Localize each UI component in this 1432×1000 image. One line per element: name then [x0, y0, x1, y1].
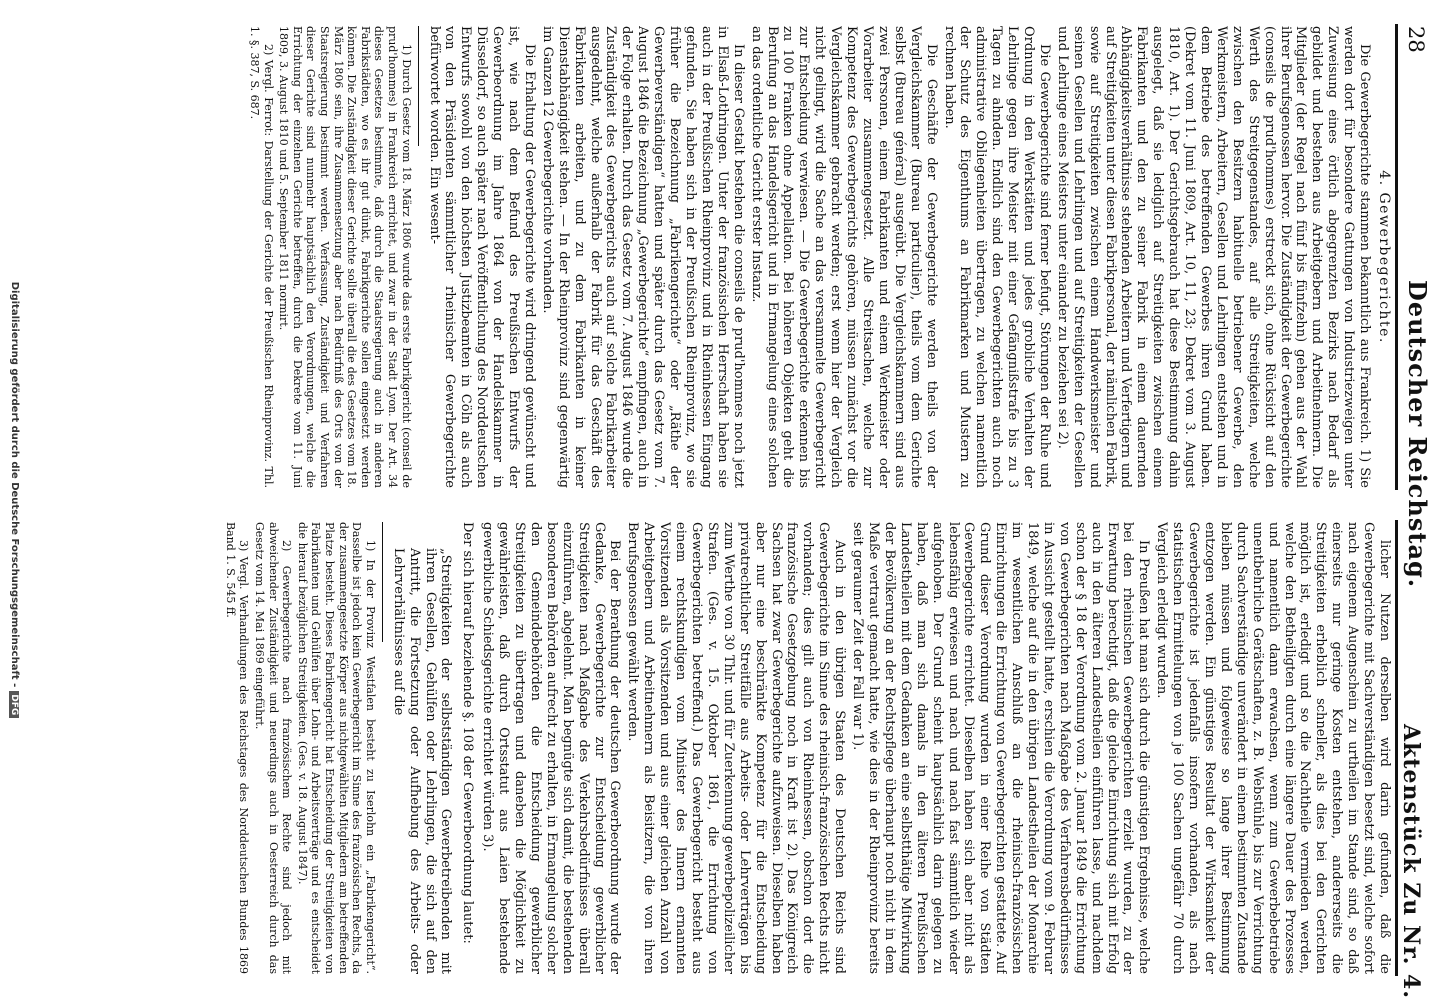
- header-rule-right: [1395, 520, 1398, 976]
- left-column: [246, 26, 1393, 488]
- paragraph: Die Erhaltung der Gewerbegerichte wird dringend gewünscht und ist, wie nach dem Befund des Preußischen Entwurfs der Gewerbeordnung im Jahre 1864 von der Handelskammer in Düsseldorf, so auch später nach Veröffentlichung des Norddeutschen Entwurfs sowohl von den höchsten Justizbeamten in Cöln als auch von den Präsidenten sämmtlicher rheinischer Gewerbegerichte befürwortet worden. Ein wesent-: [426, 26, 537, 488]
- header-rule-left: [1395, 24, 1398, 490]
- footnote: 2) Gewerbegerichte nach französischem Rechte sind jedoch mit abweichender Zuständigkeit und neuerdings auch in Oesterreich durch das Gesetz vom 14. Mai 1869 eingeführt.: [253, 522, 294, 974]
- paragraph: Der sich hierauf beziehende §. 108 der Gewerbeordnung lautet:: [460, 522, 476, 944]
- paragraph: Bei der Berathung der deutschen Gewerbeordnung wurde der Gedanke, Gewerbegerichte zur Entscheidung gewerblicher Streitigkeiten nach Maßgabe des Verkehrsbedürfnisses überall einzuführen, abgelehnt. Man begnügte sich damit, die bestehenden besonderen Behörden aufrecht zu erhalten, in Ermangelung solcher den Gemeindebehörden die Entscheidung gewerblicher Streitigkeiten zu übertragen und daneben die Möglichkeit zu gewährleisten, daß durch Ortsstatut aus Laien bestehende gewerbliche Schiedsgerichte errichtet würden 3).: [480, 522, 623, 974]
- paragraph: In Preußen hat man sich durch die günstigen Ergebnisse, welche bei den rheinischen Gewerbegerichten erzielt wurden, zu der Erwartung berechtigt, daß die gleiche Einrichtung sich mit Erfolg auch in den älteren Landestheilen einführen lasse, und nachdem schon der § 18 der Verordnung vom 2. Januar 1849 die Errichtung von Gewerbegerichten nach Maßgabe des Verfahrensbedürfnisses in Aussicht gestellt hatte, erschien die Verordnung vom 9. Februar 1849, welche auf die in den übrigen Landestheilen der Monarchie im wesentlichen Anschluß an die rheinisch-französischen Einrichtungen die Errichtung von Gewerbegerichten gestattete. Auf Grund dieser Verordnung wurden in einer Reihe von Städten Gewerbegerichte errichtet. Dieselben haben sich aber nicht als lebensfähig erwiesen und nach und nach fast sämmtlich wieder aufgehoben. Der Grund scheint hauptsächlich darin gelegen zu haben, daß man sich damals in den älteren Preußischen Landestheilen mit dem Gedanken an eine selbstthätige Mitwirkung der Bevölkerung an der Rechtspflege überhaupt noch nicht in dem Maße vertraut gemacht hatte, wie dies in der Rheinprovinz bereits seit geraumer Zeit der Fall war 1).: [850, 522, 1152, 974]
- page-title-left: Deutscher Reichstag.: [1403, 280, 1432, 589]
- footnote-divider: [418, 26, 419, 146]
- section-heading: 4. Gewerbegerichte.: [1376, 170, 1392, 344]
- footnote: 1) Durch Gesetz vom 18. März 1806 wurde das erste Fabrikgericht (conseil de prud'hommes) in Frankreich errichtet, und zwar in der Stadt Lyon. Der Art. 34 dieses Gesetzes bestimmte, daß durch die Staatsregierung auch in anderen Fabrikstädten, wo es ihr gut dünkt, Fabrikgerichte sollen eingesetzt werden können. Die Zuständigkeit dieser Gerichte sollte überall die des Gesetzes vom 18. März 1806 sein, ihre Zusammensetzung aber nach Bedürfniß des Orts von der Staatsregierung bestimmt werden. Verfassung, Zuständigkeit und Verfahren dieser Gerichte sind nunmehr hauptsächlich den Verordnungen, welche die Errichtung der einzelnen Gerichte betreffen, durch die Dekrete vom 11. Juni 1809, 3. August 1810 und 5. September 1811 normirt.: [277, 26, 413, 488]
- page-title-right: Aktenstück Zu Nr. 4.: [1398, 724, 1424, 999]
- digitization-credit: [9, 0, 20, 1000]
- paragraph: Die Gewerbegerichte stammen bekanntlich aus Frankreich. 1) Sie werden dort für besondere Gattungen von Industriezweigen unter Zuweisung eines örtlich abgegrenzten Bezirks nach Bedarf als gebildet und bestehen aus Arbeitgebern und Arbeitnehmern. Die Mitglieder (der Regel nach fünf bis fünfzehn) gehen aus der Wahl ihrer Berufsgenossen hervor. Die Zuständigkeit der Gewerbegerichte (conseils de prud'hommes) erstreckt sich, ohne Rücksicht auf den Werth des Streitgegenstandes, auf alle Streitigkeiten, welche zwischen den Besitzern habituelle betriebener Gewerbe, den Werkmeistern, Arbeitern, Gesellen und Lehrlingen entstehen und in dem Betriebe des betreffenden Gewerbes ihren Grund haben. (Dekret vom 11. Juni 1809, Art. 10, 11, 23; Dekret vom 3. August 1810, Art. 1). Der Gerichtsgebrauch hat diese Bestimmung dahin ausgelegt, daß sie lediglich auf Streitigkeiten zwischen einem Fabrikanten und den zu seiner Fabrik in einem dauernden Abhängigkeitsverhältnisse stehenden Arbeitern und Verfertigern und auf Streitigkeiten unter diesen Fabrikpersonal, der nämlichen Fabrik, sowie auf Streitigkeiten zwischen einem Handwerksmeister und seinen Gesellen und Lehrlingen und auf Streitigkeiten der Gesellen und Lehrlinge eines Meisters unter einander zu beziehen sei 2).: [1054, 26, 1373, 488]
- law-quote: „Streitigkeiten der selbstständigen Gewerbetreibenden mit ihren Gesellen, Gehülfen oder Lehrlingen, die sich auf den Antritt, die Fortsetzung oder Aufhebung des Arbeits- oder Lehrverhältnisses auf die: [390, 548, 454, 974]
- paragraph: Die Gewerbegerichte sind ferner befugt, Störungen der Ruhe und Ordnung in den Werkstätten und jedes grobliche Verhalten der Lehrlinge gegen ihre Meister mit einer Gefängnißstrafe bis zu 3 Tagen zu ahnden. Endlich sind den Gewerbegerichten auch noch administrative Obliegenheiten übertragen, zu welchen namentlich der Schutz des Eigenthums an Fabrikmarken und Mustern zu rechnen haben.: [941, 26, 1052, 488]
- footnote-divider: [382, 522, 383, 642]
- paragraph: Auch in den übrigen Staaten des Deutschen Reichs sind Gewerbegerichte im Sinne des rheinisch-französischen Rechts nicht vorhanden; dies gilt auch von Rheinhessen, obschon dort die französische Gesetzgebung noch in Kraft ist 2). Das Königreich Sachsen hat zwar Gewerbegerichte aufzuweisen. Dieselben haben aber nur eine beschränkte Kompetenz für die Entscheidung privatrechtlicher Streitfälle aus Arbeits- oder Lehrverträgen bis zum Werthe von 30 Thlr. und für Zuerkennung gewerbepolizeilicher Strafen. (Ges. v. 15. Oktober 1861, die Errichtung von Gewerbegerichten betreffend.) Das Gewerbegericht besteht aus einem rechtskundigen vom Minister des Innern ernannten Vorsitzenden als Vorsitzenden und aus einer gleichen Anzahl von Arbeitgebern und Arbeitnehmern als Beisitzern, die von ihren Berufsgenossen gewählt werden.: [625, 522, 848, 974]
- paragraph: Die Geschäfte der Gewerbegerichte werden theils von der Vergleichskammer (Bureau particulier), theils vom dem Gerichte selbst (Bureau général) ausgeübt. Die Vergleichskammern sind aus zwei Personen, einem Fabrikanten und einem Werkmeister oder Vorarbeiter zusammengesetzt. Alle Streitsachen, welche zur Kompetenz des Gewerbegerichts gehören, müssen zunächst vor die Vergleichskammer gebracht werden; erst wenn hier der Vergleich nicht gelingt, wird die Sache an das versammelte Gewerbegericht zur Entscheidung verwiesen. — Die Gewerbegerichte erkennen bis zu 100 Franken ohne Appellation. Bei höheren Objekten geht die Berufung an das Handelsgericht und in Ermangelung eines solchen an das ordentliche Gericht erster Instanz.: [748, 26, 939, 488]
- paragraph: licher Nutzen derselben wird darin gefunden, daß die Gewerbegerichte mit Sachverständigen besetzt sind, welche sofort nach eigenem Augenschein zu urtheilen im Stande sind, so daß einerseits nur geringe Kosten entstehen, andererseits die Streitigkeiten erheblich schneller, als dies bei den Gerichten möglich ist, erledigt und so die Nachtheile vermieden werden, welche den Betheiligten durch eine längere Dauer des Prozesses und namentlich dann erwachsen, wenn zum Gewerbebetriebe unentbehrliche Gerätschaften, z. B. Webstühle, bis zur Verrichtung durch Sachverständige unverändert in einem bestimmten Zustande bleiben müssen und folgeweise so lange ihrer Bestimmung entzogen werden. Ein günstiges Resultat der Wirksamkeit der Gewerbegerichte ist jedenfalls insofern vorhanden, als nach statistischen Ermittelungen von je 100 Sachen ungefähr 70 durch Vergleich erledigt wurden.: [1154, 522, 1392, 974]
- right-column: [221, 522, 1392, 974]
- page-number: 28: [1404, 26, 1428, 53]
- footnote: 3) Vergl. Verhandlungen des Reichstages des Norddeutschen Bundes 1869 Band 1. S. 545 ff.: [223, 522, 251, 974]
- paragraph: In dieser Gestalt bestehen die conseils de prud'hommes noch jetzt in Elsaß-Lothringen. Unter der französischen Herrschaft haben sie auch in der Preußischen Rheinprovinz und in Rheinhessen Eingang gefunden. Sie haben sich in der Preußischen Rheinprovinz, wo sie früher die Bezeichnung „Fabrikengerichte“ oder „Räthe der Gewerbeverständigen“ hatten und später durch das Gesetz vom 7. August 1846 die Bezeichnung „Gewerbegerichte“ empfingen, auch in der Folge erhalten. Durch das Gesetz vom 7. August 1846 wurde die Zuständigkeit des Gewerbegerichts auch auf solche Fabrikarbeiter ausgedehnt, welche außerhalb der Fabrik für das Geschäft des Fabrikanten arbeiten, und zu dem Fabrikanten in keiner Dienstabhängigkeit stehen. — In der Rheinprovinz sind gegenwärtig im Ganzen 12 Gewerbegerichte vorhanden.: [539, 26, 746, 488]
- dfg-logo: DFG: [9, 691, 19, 718]
- footnote: 1) In der Provinz Westfalen besteht zu Iserlohn ein „Fabrikengericht“. Dasselbe ist jedoch kein Gewerbegericht im Sinne des französischen Rechts, da der zusammengesetzte Körper aus nichtgewählten Mitgliedern am betreffenden Platze besteht. Dieses Fabrikengericht hat Entscheidung der Streitigkeiten von Fabrikanten und Gehülfen über Lohn- und Arbeitsverträge und es entscheidet die hierauf bezüglichen Streitigkeiten. (Ges. v. 18. August 1847).: [295, 522, 377, 974]
- credit-text: Digitalisierung gefördert durch die Deutsche Forschungsgemeinschaft -: [9, 281, 20, 688]
- footnote: 2) Vergl. Ferrot: Darstellung der Gerichte der Preußischen Rheinprovinz. Thl. 1. §. 387, S. 687.: [248, 26, 275, 488]
